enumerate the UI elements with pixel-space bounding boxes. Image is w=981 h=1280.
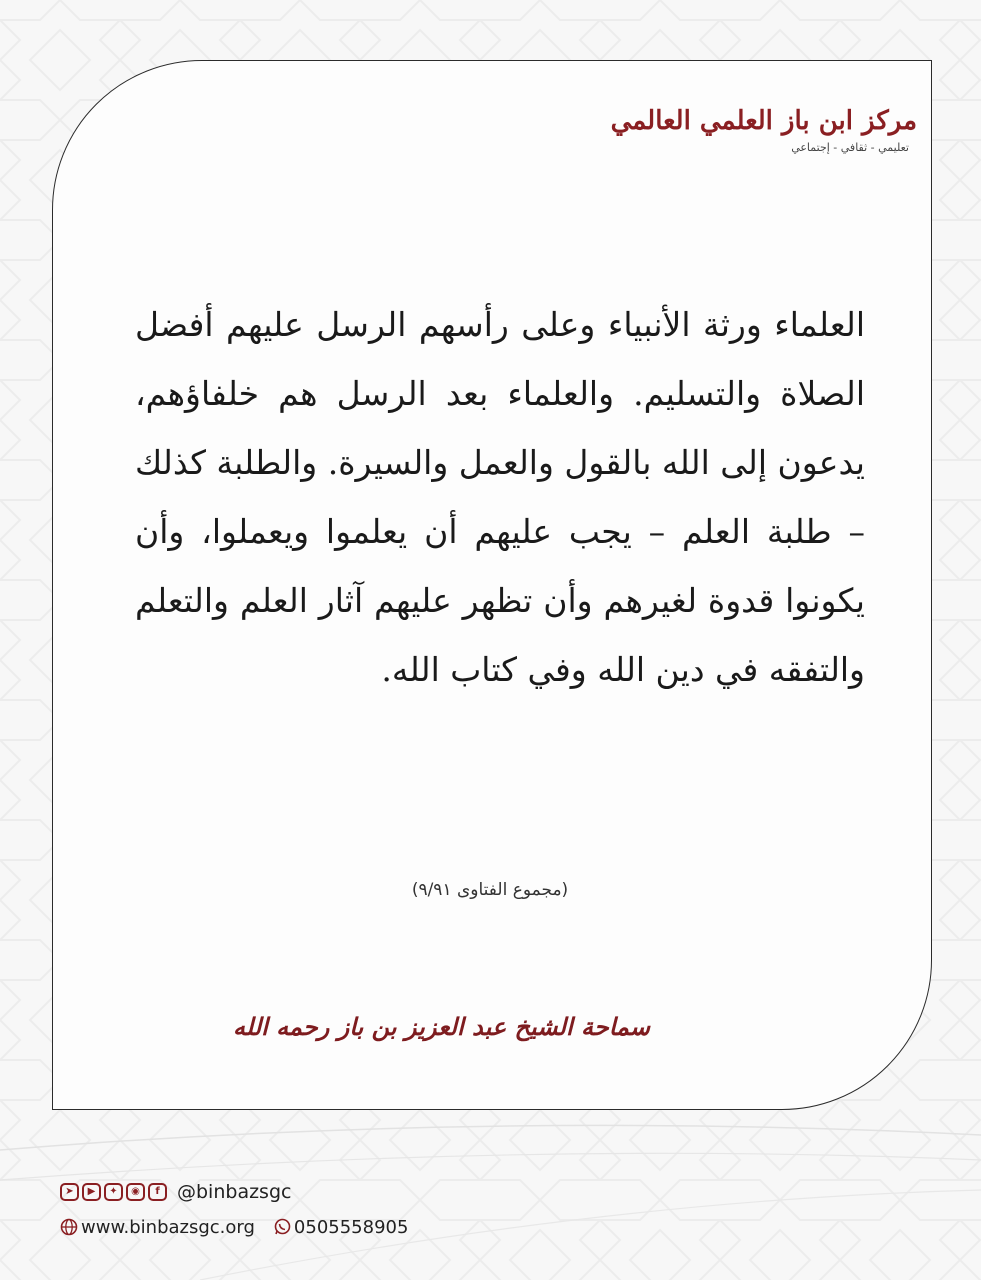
globe-icon	[60, 1218, 78, 1236]
center-logo	[610, 88, 923, 173]
logo-text	[611, 107, 917, 155]
logo-name: مركز ابن باز العلمي العالمي	[610, 105, 917, 136]
phone-number[interactable]: 0505558905	[293, 1216, 409, 1238]
facebook-icon[interactable]: f	[148, 1183, 167, 1201]
instagram-icon[interactable]: ◉	[126, 1183, 145, 1201]
social-row	[60, 1180, 480, 1204]
website-link[interactable]: www.binbazsgc.org	[81, 1216, 255, 1238]
youtube-icon[interactable]: ▶	[82, 1183, 101, 1201]
quote-source: (مجموع الفتاوى ٩/٩١)	[411, 880, 569, 900]
logo-tagline: تعليمي - ثقافي - إجتماعي	[791, 141, 909, 155]
footer	[60, 1180, 480, 1240]
sheikh-signature: سماحة الشيخ عبد العزيز بن باز رحمه الله	[233, 1012, 650, 1041]
social-handle[interactable]: @binbazsgc	[177, 1181, 292, 1203]
whatsapp-icon	[273, 1218, 291, 1236]
contact-row	[60, 1214, 480, 1240]
quote-text: العلماء ورثة الأنبياء وعلى رأسهم الرسل عليهم أفضل الصلاة والتسليم. والعلماء بعد الرسل هم خلفاؤهم، يدعون إلى الله بالقول والعمل والسيرة. والطلبة كذلك – طلبة العلم – يجب عليهم أن يعلموا ويعملوا، وأن يكونوا قدوة لغيرهم وأن تظهر عليهم آثار العلم والتعلم والتفقه في دين الله وفي كتاب الله.	[135, 305, 865, 689]
telegram-icon[interactable]: ➤	[60, 1183, 79, 1201]
twitter-icon[interactable]: ✦	[104, 1183, 123, 1201]
